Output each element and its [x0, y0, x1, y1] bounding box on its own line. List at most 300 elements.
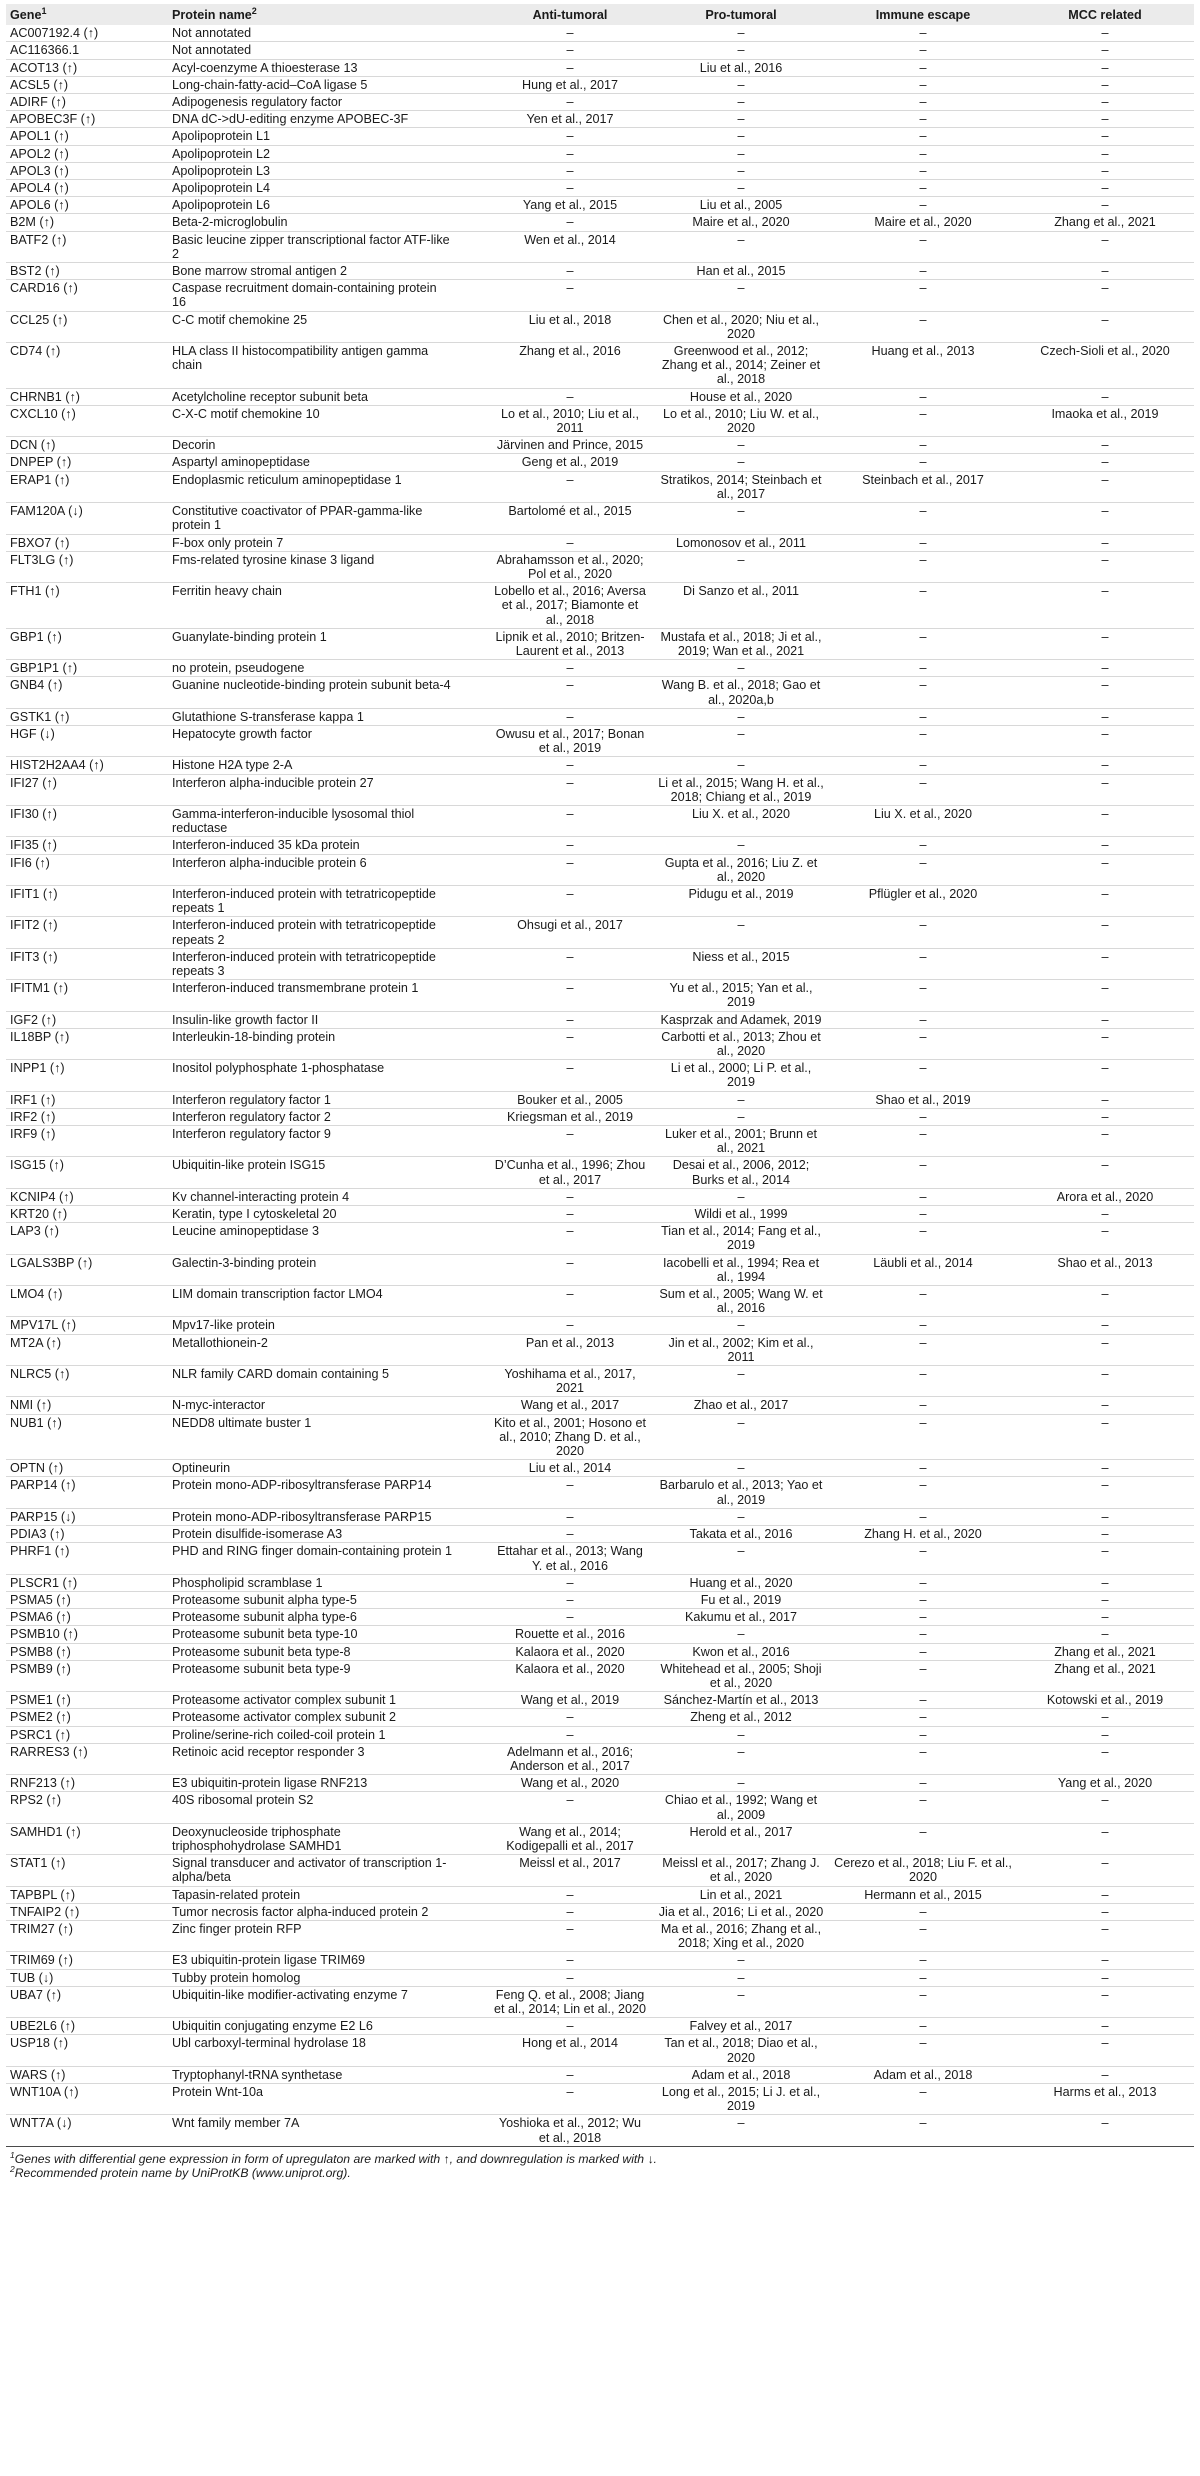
- cell-immune-escape: [830, 1286, 1016, 1317]
- cell-pro-tumoral-text: –: [737, 1776, 745, 1791]
- cell-anti-tumoral-text: –: [566, 26, 574, 41]
- cell-mcc-related: [1016, 471, 1194, 502]
- cell-pro-tumoral: [652, 1903, 830, 1920]
- cell-immune-escape-text: –: [919, 1544, 927, 1559]
- header-pro-tumoral: Pro-tumoral: [705, 8, 777, 22]
- cell-pro-tumoral: [652, 76, 830, 93]
- cell-immune-escape: [830, 1692, 1016, 1709]
- cell-mcc-related: [1016, 1508, 1194, 1525]
- cell-mcc-related: [1016, 2066, 1194, 2083]
- cell-pro-tumoral: [652, 2018, 830, 2035]
- cell-anti-tumoral-text: –: [566, 678, 574, 693]
- cell-anti-tumoral-text: Ohsugi et al., 2017: [517, 918, 623, 933]
- cell-protein-name: Apolipoprotein L4: [172, 181, 271, 196]
- cell-pro-tumoral-text: –: [737, 1461, 745, 1476]
- cell-immune-escape-text: –: [919, 726, 927, 741]
- cell-gene: IRF1 (↑): [10, 1092, 56, 1107]
- cell-gene: IL18BP (↑): [10, 1029, 70, 1044]
- cell-gene: WARS (↑): [10, 2067, 66, 2082]
- cell-gene: GBP1 (↑): [10, 629, 62, 644]
- header-row: [6, 4, 1194, 25]
- cell-pro-tumoral-text: –: [737, 146, 745, 161]
- cell-anti-tumoral-text: –: [566, 264, 574, 279]
- cell-pro-tumoral-text: Carbotti et al., 2013; Zhou et al., 2020: [661, 1029, 821, 1058]
- cell-pro-tumoral-text: –: [737, 1109, 745, 1124]
- cell-anti-tumoral-text: –: [566, 758, 574, 773]
- cell-mcc-related: [1016, 311, 1194, 342]
- cell-anti-tumoral: [488, 837, 652, 854]
- cell-protein-name: 40S ribosomal protein S2: [172, 1793, 314, 1808]
- cell-immune-escape-text: Adam et al., 2018: [873, 2067, 973, 2082]
- table-row: [6, 1609, 1194, 1626]
- cell-pro-tumoral-text: –: [737, 1509, 745, 1524]
- cell-pro-tumoral: [652, 1574, 830, 1591]
- cell-anti-tumoral-text: –: [566, 1592, 574, 1607]
- table-row: [6, 1460, 1194, 1477]
- cell-mcc-related: [1016, 1108, 1194, 1125]
- cell-anti-tumoral: [488, 980, 652, 1011]
- cell-immune-escape: [830, 145, 1016, 162]
- cell-immune-escape-text: –: [919, 1627, 927, 1642]
- cell-immune-escape-text: –: [919, 1970, 927, 1985]
- cell-immune-escape: [830, 471, 1016, 502]
- cell-gene: MPV17L (↑): [10, 1318, 77, 1333]
- cell-immune-escape: [830, 534, 1016, 551]
- cell-mcc-related: [1016, 1011, 1194, 1028]
- gene-table: [6, 4, 1194, 2147]
- table-row: [6, 1286, 1194, 1317]
- cell-mcc-related-text: –: [1101, 1970, 1109, 1985]
- table-row: [6, 280, 1194, 311]
- cell-mcc-related-text: Yang et al., 2020: [1057, 1776, 1153, 1791]
- table-row: [6, 854, 1194, 885]
- cell-immune-escape: [830, 1643, 1016, 1660]
- cell-immune-escape-text: –: [919, 1793, 927, 1808]
- cell-mcc-related: [1016, 757, 1194, 774]
- cell-pro-tumoral-text: –: [737, 1744, 745, 1759]
- cell-mcc-related: [1016, 1206, 1194, 1223]
- cell-gene: USP18 (↑): [10, 2036, 69, 2051]
- cell-mcc-related-text: –: [1101, 1509, 1109, 1524]
- cell-anti-tumoral-text: Kriegsman et al., 2019: [506, 1109, 633, 1124]
- cell-pro-tumoral: [652, 677, 830, 708]
- cell-gene: APOBEC3F (↑): [10, 112, 96, 127]
- cell-pro-tumoral: [652, 1206, 830, 1223]
- cell-pro-tumoral-text: –: [737, 77, 745, 92]
- cell-immune-escape-text: –: [919, 1109, 927, 1124]
- cell-protein-name: Deoxynucleoside triphosphate triphosphohydrolase SAMHD1: [172, 1824, 342, 1853]
- cell-gene: GNB4 (↑): [10, 678, 63, 693]
- cell-anti-tumoral: [488, 128, 652, 145]
- table-row: [6, 343, 1194, 389]
- cell-anti-tumoral-text: Hung et al., 2017: [522, 77, 618, 92]
- cell-protein-name: Aspartyl aminopeptidase: [172, 455, 310, 470]
- cell-mcc-related: [1016, 725, 1194, 756]
- table-row: [6, 454, 1194, 471]
- table-row: [6, 725, 1194, 756]
- cell-immune-escape-text: Shao et al., 2019: [875, 1092, 971, 1107]
- cell-immune-escape-text: Läubli et al., 2014: [873, 1255, 973, 1270]
- cell-pro-tumoral-text: –: [737, 163, 745, 178]
- footnote-1-mark: 1: [10, 2149, 15, 2160]
- cell-anti-tumoral-text: –: [566, 1509, 574, 1524]
- cell-pro-tumoral-text: –: [737, 95, 745, 110]
- cell-mcc-related: [1016, 1855, 1194, 1886]
- cell-anti-tumoral: [488, 1855, 652, 1886]
- table-row: [6, 1011, 1194, 1028]
- cell-pro-tumoral: [652, 128, 830, 145]
- cell-immune-escape: [830, 25, 1016, 42]
- cell-protein-name: Mpv17-like protein: [172, 1318, 275, 1333]
- table-row: [6, 708, 1194, 725]
- cell-mcc-related: [1016, 76, 1194, 93]
- cell-immune-escape: [830, 162, 1016, 179]
- table-row: [6, 551, 1194, 582]
- cell-pro-tumoral-text: –: [737, 1727, 745, 1742]
- cell-anti-tumoral: [488, 1206, 652, 1223]
- table-row: [6, 2018, 1194, 2035]
- cell-pro-tumoral: [652, 59, 830, 76]
- cell-anti-tumoral-text: –: [566, 2085, 574, 2099]
- cell-immune-escape-text: –: [919, 855, 927, 870]
- cell-protein-name: Protein Wnt-10a: [172, 2085, 263, 2099]
- cell-anti-tumoral-text: –: [566, 1921, 574, 1936]
- cell-immune-escape: [830, 2084, 1016, 2115]
- footnote-2-text: Recommended protein name by UniProtKB (www.uniprot.org).: [14, 2165, 351, 2180]
- cell-mcc-related: [1016, 111, 1194, 128]
- cell-protein-name: Proteasome subunit alpha type-6: [172, 1610, 357, 1625]
- cell-immune-escape-text: –: [919, 678, 927, 693]
- table-row: [6, 405, 1194, 436]
- cell-immune-escape-text: –: [919, 455, 927, 470]
- table-row: [6, 1855, 1194, 1886]
- cell-mcc-related-text: –: [1101, 661, 1109, 676]
- cell-pro-tumoral-text: Huang et al., 2020: [689, 1575, 793, 1590]
- cell-mcc-related-text: –: [1101, 312, 1109, 327]
- cell-pro-tumoral-text: Herold et al., 2017: [689, 1824, 793, 1839]
- cell-pro-tumoral-text: Zheng et al., 2012: [690, 1710, 792, 1725]
- cell-immune-escape: [830, 1317, 1016, 1334]
- cell-pro-tumoral-text: –: [737, 438, 745, 453]
- table-row: [6, 1108, 1194, 1125]
- cell-immune-escape: [830, 231, 1016, 262]
- cell-mcc-related: [1016, 885, 1194, 916]
- cell-mcc-related: [1016, 1903, 1194, 1920]
- cell-protein-name: Interferon regulatory factor 1: [172, 1092, 331, 1107]
- cell-immune-escape-text: –: [919, 1224, 927, 1239]
- cell-pro-tumoral-text: –: [737, 43, 745, 58]
- cell-immune-escape: [830, 405, 1016, 436]
- cell-anti-tumoral: [488, 1903, 652, 1920]
- cell-mcc-related: [1016, 1254, 1194, 1285]
- table-row: [6, 677, 1194, 708]
- cell-pro-tumoral: [652, 708, 830, 725]
- cell-protein-name: Bone marrow stromal antigen 2: [172, 264, 347, 279]
- cell-anti-tumoral: [488, 677, 652, 708]
- cell-pro-tumoral: [652, 534, 830, 551]
- cell-protein-name: NEDD8 ultimate buster 1: [172, 1415, 312, 1430]
- cell-gene: IGF2 (↑): [10, 1012, 57, 1027]
- cell-pro-tumoral-text: Falvey et al., 2017: [689, 2019, 793, 2034]
- cell-mcc-related-text: –: [1101, 1367, 1109, 1382]
- cell-pro-tumoral-text: –: [737, 129, 745, 144]
- cell-pro-tumoral: [652, 757, 830, 774]
- cell-pro-tumoral-text: Pidugu et al., 2019: [688, 886, 794, 901]
- cell-pro-tumoral: [652, 1157, 830, 1188]
- table-row: [6, 1823, 1194, 1854]
- cell-protein-name: Retinoic acid receptor responder 3: [172, 1744, 365, 1759]
- cell-protein-name: Proline/serine-rich coiled-coil protein 1: [172, 1727, 386, 1742]
- cell-anti-tumoral: [488, 343, 652, 389]
- cell-mcc-related-text: Harms et al., 2013: [1053, 2085, 1157, 2099]
- cell-immune-escape-text: Maire et al., 2020: [874, 215, 972, 230]
- header-gene: [6, 4, 168, 25]
- cell-immune-escape-text: –: [919, 1207, 927, 1222]
- cell-pro-tumoral: [652, 1011, 830, 1028]
- cell-immune-escape: [830, 1792, 1016, 1823]
- cell-gene: PARP14 (↑): [10, 1478, 76, 1493]
- table-row: [6, 1743, 1194, 1774]
- cell-mcc-related-text: –: [1101, 1461, 1109, 1476]
- cell-mcc-related: [1016, 59, 1194, 76]
- cell-mcc-related-text: –: [1101, 1727, 1109, 1742]
- table-row: [6, 1526, 1194, 1543]
- cell-mcc-related-text: Czech-Sioli et al., 2020: [1040, 344, 1170, 359]
- table-row: [6, 128, 1194, 145]
- cell-mcc-related: [1016, 583, 1194, 629]
- cell-mcc-related: [1016, 1477, 1194, 1508]
- cell-pro-tumoral: [652, 805, 830, 836]
- cell-immune-escape: [830, 1591, 1016, 1608]
- cell-anti-tumoral: [488, 854, 652, 885]
- cell-immune-escape: [830, 1223, 1016, 1254]
- cell-mcc-related: [1016, 94, 1194, 111]
- cell-gene: DNPEP (↑): [10, 455, 72, 470]
- cell-mcc-related-text: –: [1101, 1224, 1109, 1239]
- cell-pro-tumoral-text: –: [737, 181, 745, 196]
- cell-immune-escape-text: –: [919, 146, 927, 161]
- cell-anti-tumoral: [488, 1028, 652, 1059]
- cell-mcc-related: [1016, 42, 1194, 59]
- cell-pro-tumoral: [652, 2084, 830, 2115]
- cell-anti-tumoral: [488, 263, 652, 280]
- cell-pro-tumoral-text: Long et al., 2015; Li J. et al., 2019: [661, 2085, 821, 2114]
- cell-anti-tumoral-text: –: [566, 1610, 574, 1625]
- cell-mcc-related-text: –: [1101, 1335, 1109, 1350]
- cell-pro-tumoral-text: Lo et al., 2010; Liu W. et al., 2020: [662, 406, 820, 436]
- cell-pro-tumoral: [652, 388, 830, 405]
- cell-gene: PLSCR1 (↑): [10, 1575, 78, 1590]
- cell-pro-tumoral: [652, 1477, 830, 1508]
- table-row: [6, 42, 1194, 59]
- cell-mcc-related: [1016, 677, 1194, 708]
- cell-anti-tumoral: [488, 885, 652, 916]
- cell-protein-name: Not annotated: [172, 26, 252, 41]
- cell-anti-tumoral-text: –: [566, 281, 574, 296]
- cell-protein-name: C-X-C motif chemokine 10: [172, 406, 320, 421]
- cell-immune-escape-text: Steinbach et al., 2017: [862, 472, 984, 487]
- table-row: [6, 94, 1194, 111]
- cell-gene: TNFAIP2 (↑): [10, 1904, 80, 1919]
- header-gene-label: Gene: [10, 8, 42, 22]
- cell-immune-escape-text: –: [919, 2116, 927, 2131]
- cell-immune-escape-text: –: [919, 1592, 927, 1607]
- cell-immune-escape-text: –: [919, 60, 927, 75]
- cell-gene: AC007192.4 (↑): [10, 26, 99, 41]
- cell-immune-escape: [830, 948, 1016, 979]
- cell-pro-tumoral: [652, 1108, 830, 1125]
- cell-immune-escape-text: –: [919, 1367, 927, 1382]
- cell-gene: RNF213 (↑): [10, 1776, 76, 1791]
- cell-gene: IRF2 (↑): [10, 1109, 56, 1124]
- cell-gene: ERAP1 (↑): [10, 472, 70, 487]
- cell-immune-escape-text: –: [919, 1953, 927, 1968]
- cell-mcc-related-text: –: [1101, 678, 1109, 693]
- cell-mcc-related-text: –: [1101, 1904, 1109, 1919]
- cell-anti-tumoral-text: –: [566, 709, 574, 724]
- cell-pro-tumoral-text: Desai et al., 2006, 2012; Burks et al., 2014: [672, 1158, 810, 1187]
- cell-gene: UBA7 (↑): [10, 1987, 62, 2002]
- table-row: [6, 2115, 1194, 2146]
- cell-protein-name: Interferon regulatory factor 9: [172, 1127, 331, 1142]
- cell-gene: TUB (↓): [10, 1970, 54, 1985]
- cell-gene: HIST2H2AA4 (↑): [10, 758, 104, 773]
- cell-mcc-related-text: –: [1101, 264, 1109, 279]
- cell-protein-name: Proteasome subunit beta type-9: [172, 1661, 351, 1676]
- cell-anti-tumoral: [488, 280, 652, 311]
- cell-anti-tumoral: [488, 1317, 652, 1334]
- cell-immune-escape-text: –: [919, 1061, 927, 1076]
- cell-anti-tumoral-text: Feng Q. et al., 2008; Jiang et al., 2014; Lin et al., 2020: [494, 1987, 646, 2016]
- table-row: [6, 1792, 1194, 1823]
- cell-immune-escape: [830, 343, 1016, 389]
- cell-pro-tumoral-text: –: [737, 661, 745, 676]
- cell-immune-escape-text: –: [919, 1012, 927, 1027]
- cell-anti-tumoral-text: D’Cunha et al., 1996; Zhou et al., 2017: [494, 1158, 646, 1187]
- cell-immune-escape-text: –: [919, 26, 927, 41]
- cell-anti-tumoral-text: –: [566, 95, 574, 110]
- cell-gene: APOL6 (↑): [10, 198, 69, 213]
- cell-anti-tumoral-text: –: [566, 1575, 574, 1590]
- cell-anti-tumoral-text: Kalaora et al., 2020: [515, 1661, 625, 1676]
- cell-pro-tumoral: [652, 1692, 830, 1709]
- cell-protein-name: Zinc finger protein RFP: [172, 1921, 302, 1936]
- table-row: [6, 805, 1194, 836]
- cell-pro-tumoral-text: Lomonosov et al., 2011: [676, 535, 806, 550]
- cell-immune-escape: [830, 774, 1016, 805]
- cell-immune-escape: [830, 1743, 1016, 1774]
- cell-anti-tumoral: [488, 1157, 652, 1188]
- cell-immune-escape-text: Hermann et al., 2015: [864, 1887, 982, 1902]
- cell-mcc-related-text: –: [1101, 1610, 1109, 1625]
- table-row: [6, 1626, 1194, 1643]
- cell-pro-tumoral-text: Liu et al., 2016: [699, 60, 783, 75]
- footnote-1: [10, 2149, 1194, 2166]
- cell-protein-name: Ferritin heavy chain: [172, 584, 282, 599]
- cell-anti-tumoral: [488, 725, 652, 756]
- cell-anti-tumoral-text: –: [566, 661, 574, 676]
- footnotes: [6, 2147, 1194, 2180]
- cell-pro-tumoral-text: Stratikos, 2014; Steinbach et al., 2017: [660, 472, 822, 501]
- cell-anti-tumoral: [488, 59, 652, 76]
- cell-protein-name: PHD and RING finger domain-containing protein 1: [172, 1544, 453, 1559]
- cell-gene: KCNIP4 (↑): [10, 1189, 74, 1204]
- table-body: [6, 25, 1194, 2146]
- cell-protein-name: Protein mono-ADP-ribosyltransferase PARP15: [172, 1509, 432, 1524]
- cell-pro-tumoral-text: Tian et al., 2014; Fang et al., 2019: [661, 1224, 821, 1253]
- cell-anti-tumoral: [488, 180, 652, 197]
- cell-protein-name: Phospholipid scramblase 1: [172, 1575, 323, 1590]
- cell-mcc-related-text: –: [1101, 1527, 1109, 1542]
- table-row: [6, 503, 1194, 534]
- cell-anti-tumoral-text: –: [566, 472, 574, 487]
- cell-anti-tumoral: [488, 1591, 652, 1608]
- cell-gene: UBE2L6 (↑): [10, 2019, 76, 2034]
- cell-pro-tumoral: [652, 454, 830, 471]
- cell-anti-tumoral-text: –: [566, 60, 574, 75]
- cell-protein-name: HLA class II histocompatibility antigen gamma chain: [172, 344, 429, 373]
- cell-mcc-related-text: –: [1101, 1287, 1109, 1302]
- cell-immune-escape-text: –: [919, 1610, 927, 1625]
- cell-mcc-related: [1016, 854, 1194, 885]
- table-row: [6, 534, 1194, 551]
- cell-anti-tumoral: [488, 1126, 652, 1157]
- cell-mcc-related-text: –: [1101, 1398, 1109, 1413]
- cell-gene: SAMHD1 (↑): [10, 1824, 81, 1839]
- cell-pro-tumoral-text: Sánchez-Martín et al., 2013: [663, 1693, 819, 1708]
- cell-immune-escape: [830, 980, 1016, 1011]
- cell-protein-name: Apolipoprotein L1: [172, 129, 271, 144]
- cell-immune-escape: [830, 583, 1016, 629]
- cell-pro-tumoral-text: –: [737, 26, 745, 41]
- cell-pro-tumoral-text: Niess et al., 2015: [692, 949, 790, 964]
- cell-mcc-related-text: –: [1101, 775, 1109, 790]
- cell-mcc-related: [1016, 197, 1194, 214]
- cell-pro-tumoral: [652, 231, 830, 262]
- cell-mcc-related: [1016, 551, 1194, 582]
- cell-protein-name: Tumor necrosis factor alpha-induced protein 2: [172, 1904, 429, 1919]
- cell-mcc-related-text: –: [1101, 129, 1109, 144]
- table-row: [6, 1543, 1194, 1574]
- cell-pro-tumoral: [652, 774, 830, 805]
- cell-pro-tumoral: [652, 1643, 830, 1660]
- cell-protein-name: Interferon-induced transmembrane protein 1: [172, 981, 419, 996]
- table-row: [6, 162, 1194, 179]
- cell-protein-name: no protein, pseudogene: [172, 661, 305, 676]
- cell-mcc-related-text: –: [1101, 709, 1109, 724]
- cell-mcc-related-text: –: [1101, 232, 1109, 247]
- cell-anti-tumoral-text: –: [566, 1287, 574, 1302]
- cell-protein-name: Guanine nucleotide-binding protein subunit beta-4: [172, 678, 451, 693]
- cell-pro-tumoral-text: Iacobelli et al., 1994; Rea et al., 1994: [662, 1255, 820, 1284]
- cell-mcc-related: [1016, 1775, 1194, 1792]
- cell-pro-tumoral-text: Adam et al., 2018: [691, 2067, 791, 2082]
- cell-immune-escape: [830, 1028, 1016, 1059]
- cell-immune-escape-text: –: [919, 43, 927, 58]
- table-row: [6, 1157, 1194, 1188]
- cell-pro-tumoral: [652, 1609, 830, 1626]
- cell-protein-name: Interleukin-18-binding protein: [172, 1029, 336, 1044]
- table-row: [6, 660, 1194, 677]
- cell-mcc-related-text: Zhang et al., 2021: [1054, 215, 1156, 230]
- table-row: [6, 837, 1194, 854]
- cell-mcc-related-text: –: [1101, 281, 1109, 296]
- cell-mcc-related: [1016, 1543, 1194, 1574]
- cell-mcc-related-text: –: [1101, 1824, 1109, 1839]
- cell-anti-tumoral: [488, 405, 652, 436]
- cell-anti-tumoral-text: –: [566, 43, 574, 58]
- cell-anti-tumoral: [488, 1460, 652, 1477]
